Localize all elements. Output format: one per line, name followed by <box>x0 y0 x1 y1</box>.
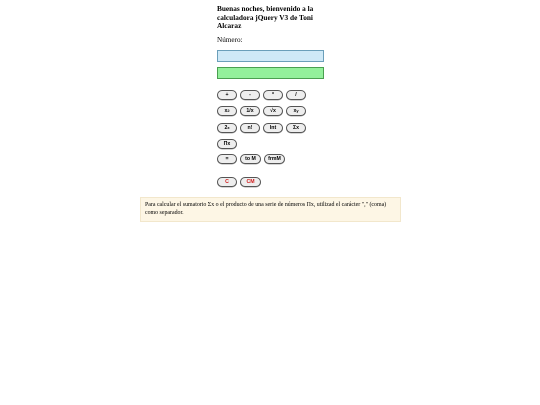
multiply-button[interactable]: * <box>263 90 283 100</box>
clear-memory-button[interactable]: CM <box>240 177 261 187</box>
sum-button[interactable]: Σx <box>286 123 306 133</box>
number-input[interactable] <box>217 50 324 62</box>
clear-row <box>217 177 261 187</box>
factorial-button[interactable]: n! <box>240 123 260 133</box>
result-display <box>217 67 324 79</box>
to-memory-button[interactable]: to M <box>240 154 261 164</box>
reciprocal-button[interactable]: 1/x <box>240 106 260 116</box>
add-button[interactable]: + <box>217 90 237 100</box>
square-button[interactable]: x 2 <box>217 106 237 116</box>
memory-row <box>217 154 285 164</box>
integer-button[interactable]: Int <box>263 123 283 133</box>
power-button[interactable]: x y <box>286 106 306 116</box>
operator-row <box>217 90 306 100</box>
clear-button[interactable]: C <box>217 177 237 187</box>
subtract-button[interactable]: - <box>240 90 260 100</box>
number-label: Número: <box>217 36 243 44</box>
product-button[interactable]: Πx <box>217 139 237 149</box>
power-of-two-button[interactable]: 2 x <box>217 123 237 133</box>
pow2-base: 2 <box>224 125 228 131</box>
divide-button[interactable]: / <box>286 90 306 100</box>
from-memory-button[interactable]: frmM <box>264 154 285 164</box>
equals-button[interactable]: = <box>217 154 237 164</box>
functions-row-3 <box>217 139 237 149</box>
usage-note: Para calcular el sumatorio Σx o el producto de una serie de números Πx, utilizad el carácter "," (coma) como separador. <box>140 197 401 222</box>
functions-row-2 <box>217 123 306 133</box>
sqrt-button[interactable]: √x <box>263 106 283 116</box>
greeting-heading: Buenas noches, bienvenido a la calculadora jQuery V3 de Toni Alcaraz <box>217 4 314 31</box>
functions-row-1 <box>217 106 306 116</box>
square-base: x <box>224 108 228 114</box>
power-base: x <box>293 108 297 114</box>
